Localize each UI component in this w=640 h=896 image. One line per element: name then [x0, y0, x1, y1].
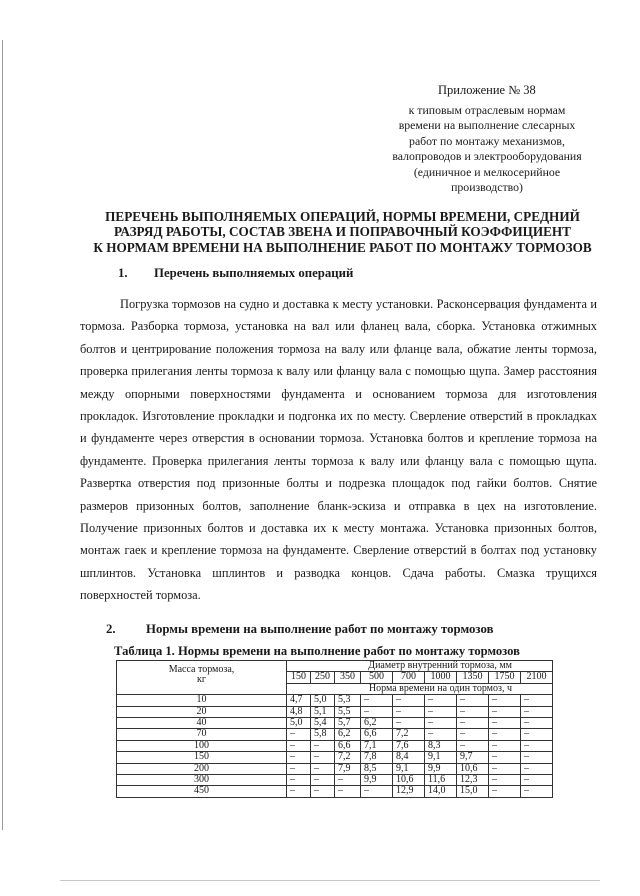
norm-value-cell: 7,9	[335, 763, 361, 774]
diameter-cell: 1350	[457, 672, 489, 683]
operations-paragraph: Погрузка тормозов на судно и доставка к месту установки. Расконсервация фундамента и тормоза. Разборка тормоза, установка на вал или фланец вала, сборка. Установка отжимных болтов и центрирование положения тормоза на валу или фланце вала, обжатие ленты тормоза, проверка прилегания ленты тормоза к валу или фланцу вала с помощью щупа. Замер расстояния между опорными поверхностями фундамента и основанием тормоза для изготовления прокладок. Изготовление прокладки и подгонка их по месту. Сверление отверстий в прокладках и фундаменте через отверстия в основании тормоза. Установка болтов и крепление тормоза на фундаменте. Проверка прилегания ленты тормоза к валу или фланцу вала с помощью щупа. Развертка отверстия под призонные болты и подрезка площадок под гайки болтов. Снятие размеров призонных болтов, заполнение бланк-эскиза и отправка в цех на изготовление. Получение призонных болтов и доставка их к месту монтажа. Установка призонных болтов, монтаж гаек и крепление тормоза на фундаменте. Сверление отверстий в болтах под установку шплинтов. Установка шплинтов и разводка концов. Сдача работы. Смазка трущихся поверхностей тормоза.	[80, 297, 597, 603]
norm-value-cell: 8,4	[393, 752, 425, 763]
diameter-cell: 700	[393, 672, 425, 683]
mass-cell: 450	[117, 786, 287, 797]
title-line: К НОРМАМ ВРЕМЕНИ НА ВЫПОЛНЕНИЕ РАБОТ ПО МОНТАЖУ ТОРМОЗОВ	[93, 239, 592, 255]
norm-value-cell: –	[489, 775, 521, 786]
norm-value-cell: 12,3	[457, 775, 489, 786]
norm-value-cell: 9,1	[393, 763, 425, 774]
norm-value-cell: 5,1	[311, 706, 335, 717]
table-row	[117, 752, 553, 763]
norm-value-cell: –	[287, 763, 311, 774]
subtitle-line: (единичное и мелкосерийное	[413, 164, 561, 179]
title-line: ПЕРЕЧЕНЬ ВЫПОЛНЯЕМЫХ ОПЕРАЦИЙ, НОРМЫ ВРЕМЕНИ, СРЕДНИЙ	[105, 209, 580, 224]
norm-value-cell: –	[393, 718, 425, 729]
norm-value-cell: 9,7	[457, 752, 489, 763]
mass-cell: 150	[117, 752, 287, 763]
norm-value-cell: –	[287, 729, 311, 740]
norm-value-cell: 6,6	[361, 729, 393, 740]
norm-value-cell: –	[457, 695, 489, 706]
norm-value-cell: 9,1	[425, 752, 457, 763]
section-title: Перечень выполняемых операций	[154, 266, 354, 280]
norm-value-cell: –	[521, 706, 553, 717]
norm-value-cell: –	[521, 695, 553, 706]
norm-value-cell: –	[287, 786, 311, 797]
norm-value-cell: 6,2	[335, 729, 361, 740]
norm-value-cell: –	[521, 740, 553, 751]
norm-value-cell: –	[311, 786, 335, 797]
table-row	[117, 695, 553, 706]
norm-value-cell: –	[521, 763, 553, 774]
norm-value-cell: 5,0	[311, 695, 335, 706]
norm-value-cell: 8,3	[425, 740, 457, 751]
scan-edge-bottom	[60, 880, 600, 881]
norm-value-cell: –	[311, 740, 335, 751]
subtitle-line: производство)	[451, 180, 523, 195]
norm-value-cell: –	[489, 763, 521, 774]
diameter-cell: 1000	[425, 672, 457, 683]
scan-edge-left	[2, 40, 3, 830]
table-row	[117, 775, 553, 786]
norm-value-cell: –	[335, 775, 361, 786]
mass-cell: 70	[117, 729, 287, 740]
mass-cell: 20	[117, 706, 287, 717]
norm-value-cell: –	[287, 740, 311, 751]
table-header-row	[117, 661, 553, 672]
norm-value-cell: –	[489, 786, 521, 797]
norm-value-cell: –	[361, 706, 393, 717]
mass-cell: 100	[117, 740, 287, 751]
norm-value-cell: 4,7	[287, 695, 311, 706]
norm-value-cell: –	[489, 695, 521, 706]
norm-value-cell: –	[361, 695, 393, 706]
document-title	[60, 209, 625, 255]
norm-value-cell: –	[311, 752, 335, 763]
diameter-cell: 350	[335, 672, 361, 683]
norm-value-cell: –	[489, 729, 521, 740]
norm-value-cell: –	[335, 786, 361, 797]
mass-cell: 40	[117, 718, 287, 729]
norm-value-cell: –	[425, 718, 457, 729]
norm-header: Норма времени на один тормоз, ч	[287, 683, 553, 694]
norm-value-cell: –	[425, 729, 457, 740]
table-row	[117, 706, 553, 717]
diameter-cell: 500	[361, 672, 393, 683]
norms-table	[116, 660, 553, 798]
table-row	[117, 740, 553, 751]
norm-value-cell: 10,6	[457, 763, 489, 774]
table-row	[117, 786, 553, 797]
norm-value-cell: –	[489, 752, 521, 763]
section-title: Нормы времени на выполнение работ по монтажу тормозов	[146, 622, 494, 636]
norm-value-cell: –	[489, 706, 521, 717]
norm-value-cell: 5,3	[335, 695, 361, 706]
norm-value-cell: 7,8	[361, 752, 393, 763]
subtitle-line: валопроводов и электрооборудования	[392, 149, 582, 164]
norm-value-cell: 5,4	[311, 718, 335, 729]
mass-cell: 200	[117, 763, 287, 774]
diameter-cell: 150	[287, 672, 311, 683]
mass-cell: 10	[117, 695, 287, 706]
norm-value-cell: –	[521, 729, 553, 740]
norm-value-cell: –	[361, 786, 393, 797]
norm-value-cell: –	[521, 775, 553, 786]
mass-cell: 300	[117, 775, 287, 786]
norm-value-cell: 5,5	[335, 706, 361, 717]
subtitle-line: времени на выполнение слесарных	[398, 118, 576, 133]
norm-value-cell: 5,7	[335, 718, 361, 729]
norm-value-cell: 11,6	[425, 775, 457, 786]
norm-value-cell: –	[287, 775, 311, 786]
norm-value-cell: 8,5	[361, 763, 393, 774]
mass-header-cell	[117, 661, 287, 695]
norm-value-cell: 10,6	[393, 775, 425, 786]
norm-value-cell: –	[489, 718, 521, 729]
norm-value-cell: –	[521, 786, 553, 797]
norm-value-cell: 5,0	[287, 718, 311, 729]
subtitle-line: к типовым отраслевым нормам	[408, 103, 566, 117]
norm-value-cell: 6,2	[361, 718, 393, 729]
norm-value-cell: 6,6	[335, 740, 361, 751]
norm-value-cell: 5,8	[311, 729, 335, 740]
norm-value-cell: 14,0	[425, 786, 457, 797]
norm-value-cell: –	[457, 706, 489, 717]
norm-value-cell: –	[489, 740, 521, 751]
section-number: 1.	[118, 266, 128, 280]
appendix-subtitle	[378, 103, 596, 195]
norm-value-cell: 7,6	[393, 740, 425, 751]
table-row	[117, 763, 553, 774]
mass-header-unit: кг	[197, 674, 206, 686]
diameter-cell: 1750	[489, 672, 521, 683]
appendix-number: Приложение № 38	[438, 83, 536, 97]
norm-value-cell: –	[521, 718, 553, 729]
norm-value-cell: 9,9	[425, 763, 457, 774]
norm-value-cell: –	[521, 752, 553, 763]
subtitle-line: работ по монтажу механизмов,	[409, 133, 565, 148]
norm-value-cell: 7,1	[361, 740, 393, 751]
title-line: РАЗРЯД РАБОТЫ, СОСТАВ ЗВЕНА И ПОПРАВОЧНЫЙ КОЭФФИЦИЕНТ	[114, 224, 571, 240]
norm-value-cell: –	[457, 729, 489, 740]
norm-value-cell: 7,2	[393, 729, 425, 740]
diameter-cell: 250	[311, 672, 335, 683]
table-caption: Таблица 1. Нормы времени на выполнение работ по монтажу тормозов	[114, 644, 520, 658]
norm-value-cell: 9,9	[361, 775, 393, 786]
diameter-cell: 2100	[521, 672, 553, 683]
norm-value-cell: 12,9	[393, 786, 425, 797]
table-row	[117, 718, 553, 729]
norm-value-cell: 7,2	[335, 752, 361, 763]
norm-value-cell: –	[425, 695, 457, 706]
diameter-header: Диаметр внутренний тормоза, мм	[287, 661, 553, 672]
norm-value-cell: –	[393, 695, 425, 706]
norm-value-cell: –	[425, 706, 457, 717]
norm-value-cell: –	[311, 775, 335, 786]
mass-header-label: Масса тормоза,	[168, 664, 235, 675]
norm-value-cell: 15,0	[457, 786, 489, 797]
norm-value-cell: –	[311, 763, 335, 774]
section-number: 2.	[106, 622, 116, 636]
table-row	[117, 729, 553, 740]
norm-value-cell: –	[457, 740, 489, 751]
norm-value-cell: –	[457, 718, 489, 729]
norm-value-cell: –	[287, 752, 311, 763]
norm-value-cell: 4,8	[287, 706, 311, 717]
norm-value-cell: –	[393, 706, 425, 717]
